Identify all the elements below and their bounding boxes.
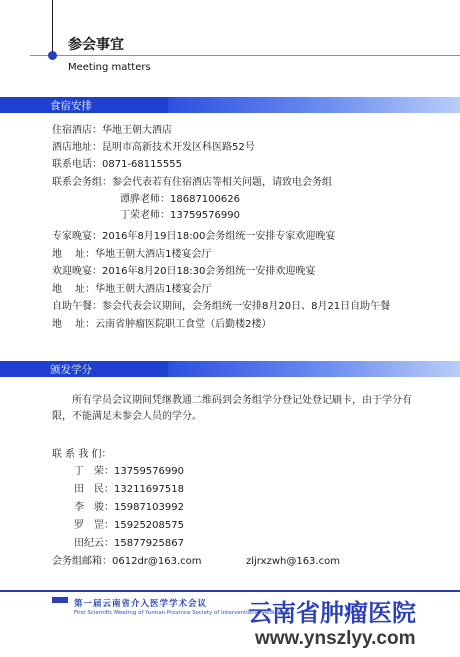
email-primary: 会务组邮箱：0612dr@163.com [52, 556, 202, 567]
contact-heading: 联 系 我 们： [52, 449, 112, 460]
lodging-phone: 联系电话：0871-68115555 [52, 159, 182, 170]
email-secondary: zljrxzwh@163.com [246, 556, 340, 567]
contact-row: 李 骏：15987103992 [74, 502, 184, 513]
contact-row: 田 民：13211697518 [74, 484, 184, 495]
contact-tan: 谭骅老师：18687100626 [120, 194, 240, 205]
expert-dinner: 专家晚宴：2016年8月19日18:00会务组统一安排专家欢迎晚宴 [52, 231, 336, 242]
expert-dinner-location: 地 址：华地王朝大酒店1楼宴会厅 [52, 249, 212, 260]
section-heading-label: 食宿安排 [50, 100, 92, 112]
header-horizontal-rule [30, 55, 460, 56]
section-heading-lodging [0, 97, 460, 113]
header-vertical-rule [52, 0, 53, 56]
contact-ding: 丁荣老师：13759576990 [120, 210, 240, 221]
page-title: 参会事宜 [68, 37, 124, 53]
watermark-url: www.ynszlyy.com [255, 628, 416, 649]
buffet-lunch-location: 地 址：云南省肿瘤医院职工食堂（后勤楼2楼） [52, 319, 272, 330]
footer-title: 第一届云南省介入医学学术会议 [74, 599, 208, 609]
contact-row: 罗 罡：15925208575 [74, 520, 184, 531]
buffet-lunch: 自助午餐：参会代表会议期间，会务组统一安排8月20日、8月21日自助午餐 [52, 301, 391, 312]
section-heading-credits [0, 361, 460, 377]
welcome-dinner: 欢迎晚宴：2016年8月20日18:30会务组统一安排欢迎晚宴 [52, 266, 316, 277]
lodging-hotel: 住宿酒店：华地王朝大酒店 [52, 125, 172, 136]
header-dot [48, 51, 57, 60]
contact-row: 田纪云：15877925867 [74, 538, 184, 549]
lodging-address: 酒店地址：昆明市高新技术开发区科医路52号 [52, 142, 255, 153]
footer-rule [0, 590, 460, 592]
watermark-name: 云南省肿瘤医院 [248, 599, 416, 627]
footer-marker [52, 597, 68, 603]
section-heading-label: 颁发学分 [50, 364, 92, 376]
lodging-contact-note: 联系会务组：参会代表若有住宿酒店等相关问题，请致电会务组 [52, 177, 332, 188]
footer-subtitle: First Scientific Meeting of Yunnan Province Society of Interventional Medicine [74, 610, 286, 616]
contact-row: 丁 荣：13759576990 [74, 466, 184, 477]
welcome-dinner-location: 地 址：华地王朝大酒店1楼宴会厅 [52, 284, 212, 295]
page-subtitle: Meeting matters [68, 62, 151, 73]
credits-paragraph: 所有学员会议期间凭继教通二维码到会务组学分登记处登记刷卡，由于学分有限，不能满足未参会人员的学分。 [52, 395, 412, 422]
